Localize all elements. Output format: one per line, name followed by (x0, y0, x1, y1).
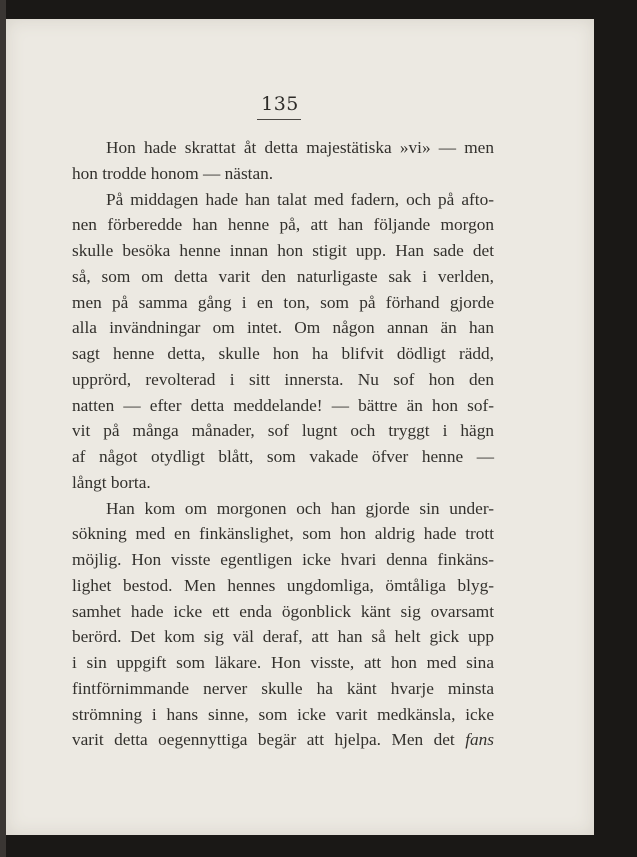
italic-word: fans (465, 730, 494, 750)
text-line: skulle besöka henne innan hon stigit upp. Han sade det (72, 241, 494, 260)
text-line: berörd. Det kom sig väl deraf, att han så helt gick upp (72, 627, 494, 647)
text-line: sökning med en finkänslighet, som hon aldrig hade trott (72, 524, 494, 544)
text-line: upprörd, revolterad i sitt innersta. Nu sof hon den (72, 369, 494, 389)
text-line: samhet hade icke ett enda ögonblick känt sig ovarsamt (72, 601, 494, 621)
text-line-final (72, 727, 494, 753)
text-line: fintförnimmande nerver skulle ha känt hvarje minsta (72, 678, 494, 698)
text-line: sagt henne detta, skulle hon ha blifvit dödligt rädd, (72, 344, 494, 363)
text-line: långt borta. (72, 472, 151, 492)
text-line: lighet bestod. Men hennes ungdomliga, ömtåliga blyg- (72, 575, 494, 595)
text-line: strömning i hans sinne, som icke varit medkänsla, icke (72, 704, 494, 724)
text-line: På middagen hade han talat med fadern, och på afto- (106, 189, 494, 209)
text-line: så, som om detta varit den naturligaste sak i verlden, (72, 266, 494, 286)
text-line: Hon hade skrattat åt detta majestätiska »vi» — men (106, 138, 494, 157)
text-line: men på samma gång i en ton, som på förhand gjorde (72, 292, 494, 312)
text-line: natten — efter detta meddelande! — bättre än hon sof- (72, 395, 494, 415)
body-text (72, 135, 494, 753)
text-line: möjlig. Hon visste egentligen icke hvari denna finkäns- (72, 550, 494, 569)
text-line: af något otydligt blått, som vakade öfver henne — (72, 447, 494, 466)
text-line: i sin uppgift som läkare. Hon visste, att hon med sina (72, 653, 494, 672)
text-line: nen förberedde han henne på, att han följande morgon (72, 215, 494, 235)
text-line-final-roman: varit detta oegennyttiga begär att hjelpa. Men det (72, 730, 455, 750)
page-number: 135 (261, 93, 299, 115)
page-number-underline (257, 119, 301, 120)
text-line: alla invändningar om intet. Om någon annan än han (72, 318, 494, 338)
text-line: Han kom om morgonen och han gjorde sin under- (106, 498, 494, 518)
book-page (6, 19, 594, 835)
text-line: hon trodde honom — nästan. (72, 163, 274, 183)
text-line: vit på många månader, sof lugnt och tryggt i hägn (72, 421, 494, 441)
